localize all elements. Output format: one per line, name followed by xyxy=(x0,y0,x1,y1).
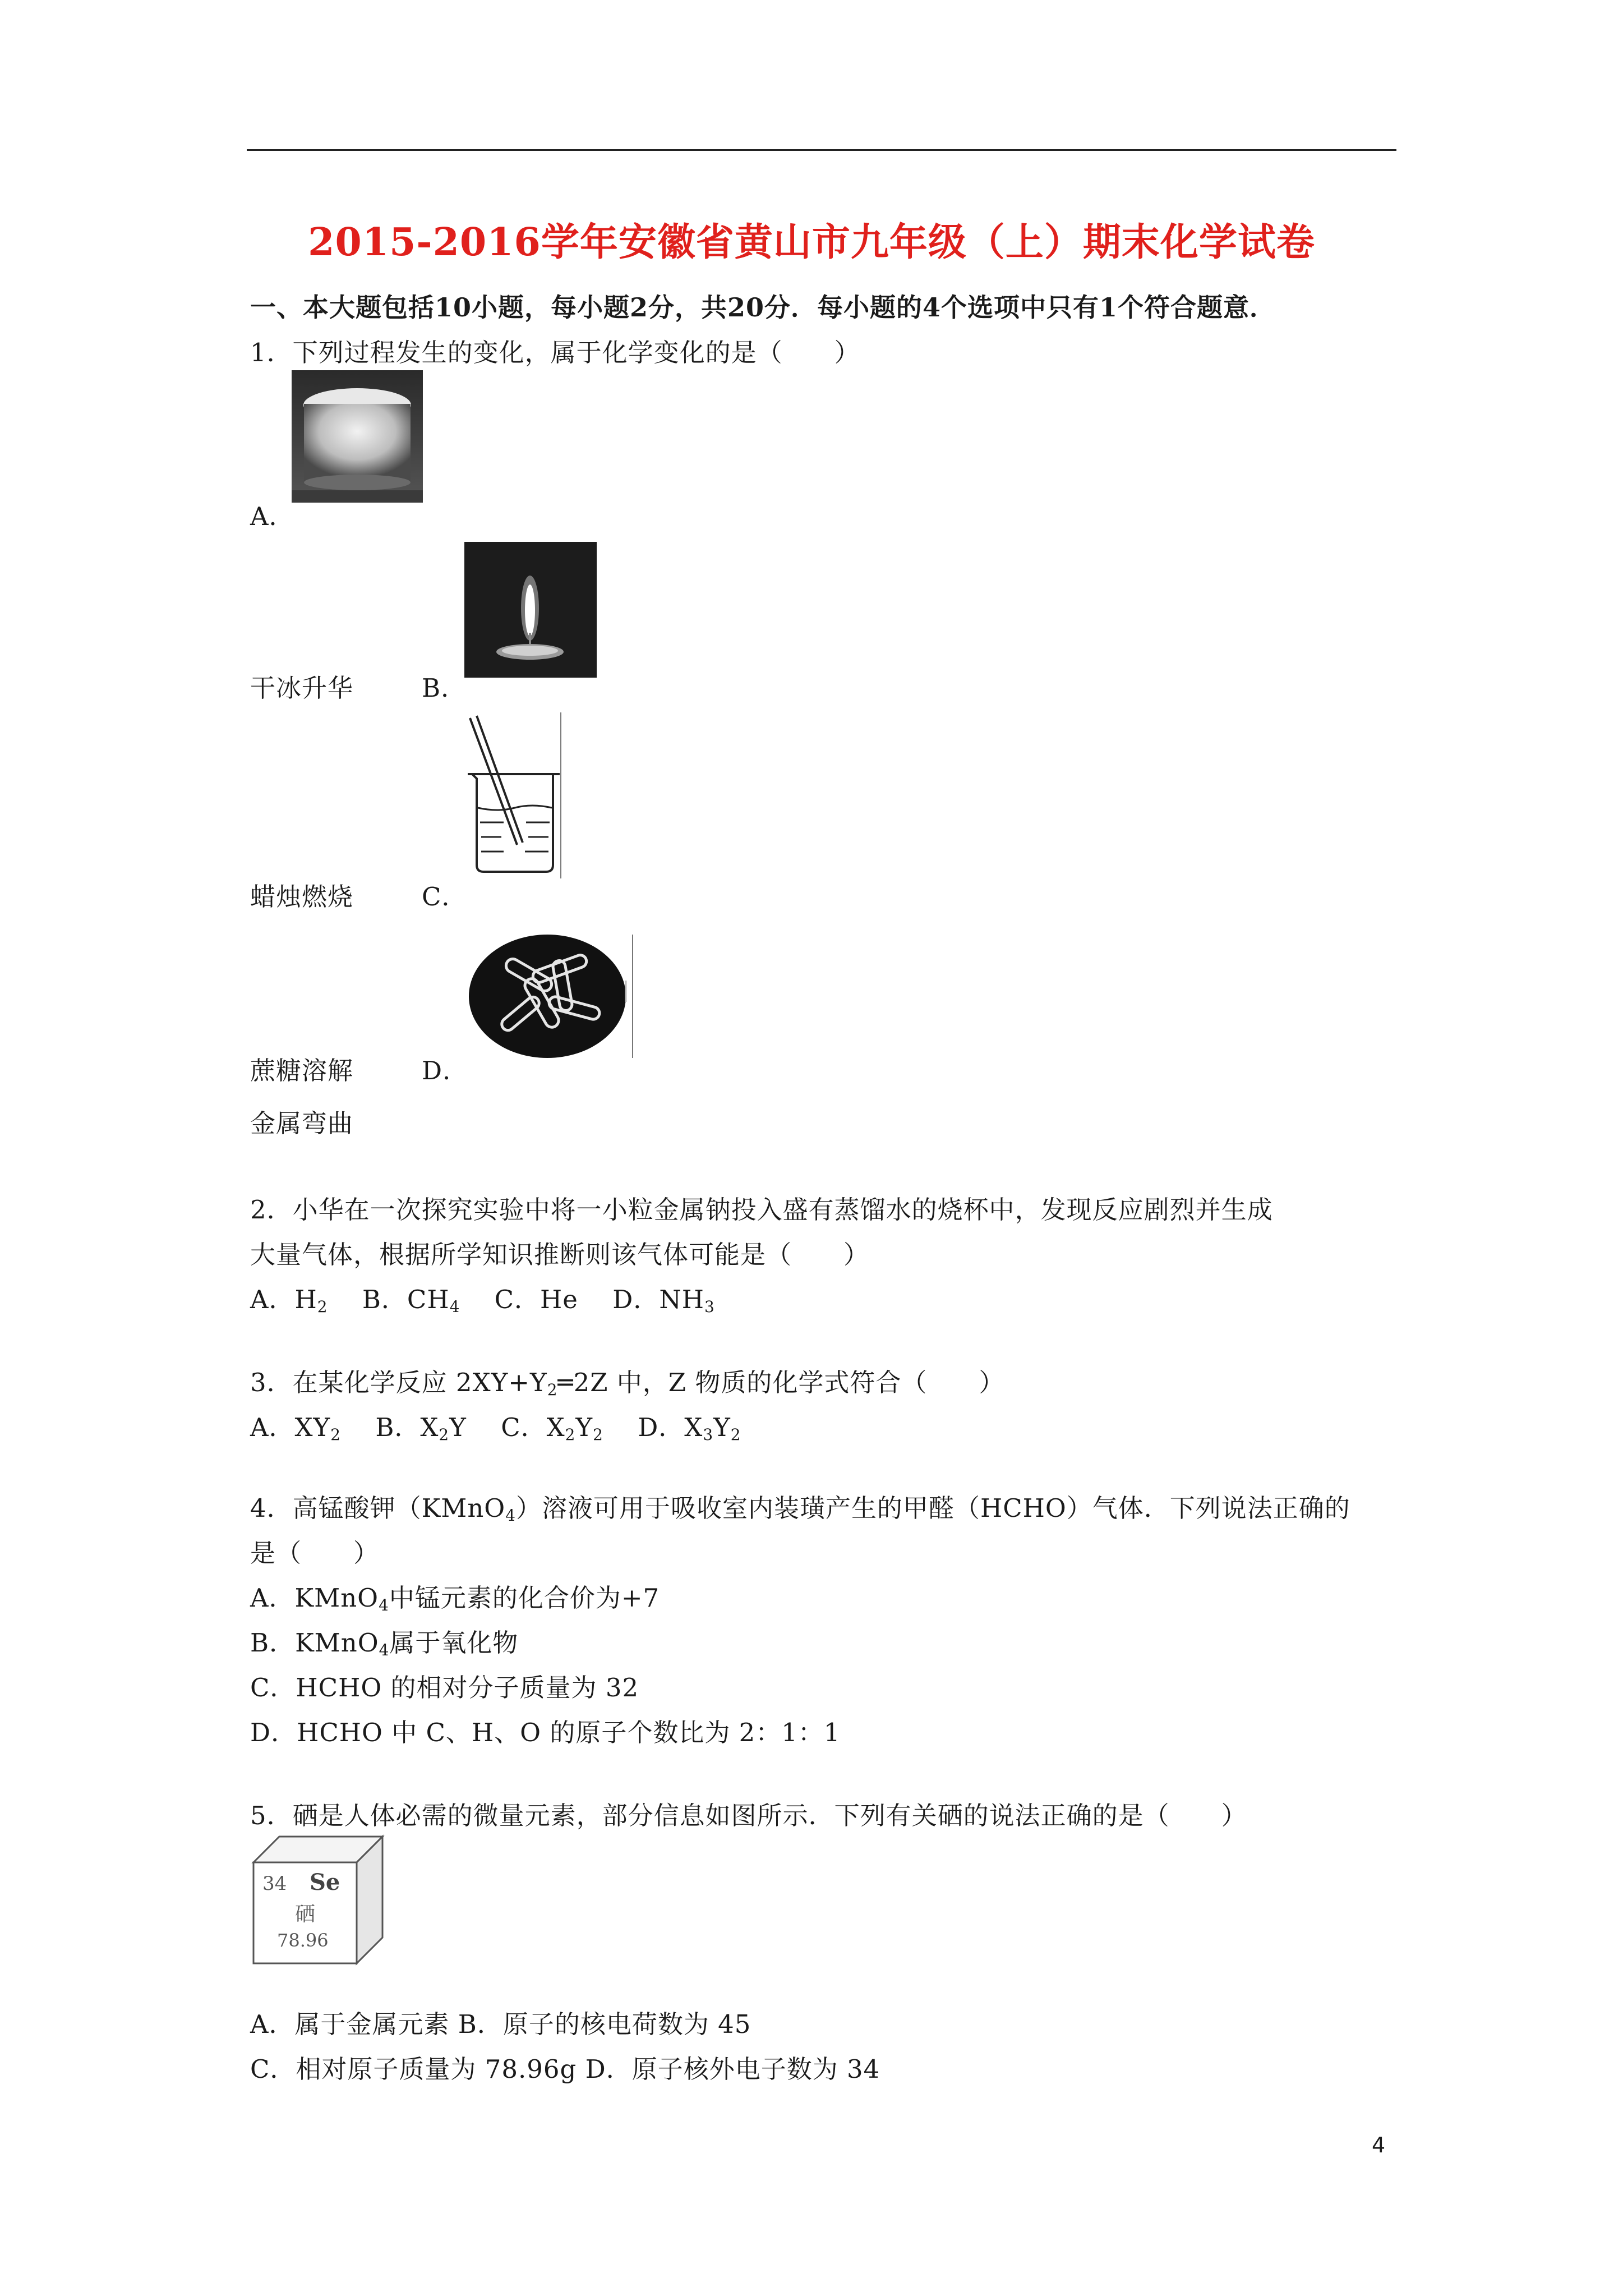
q1-option-a-label: A． xyxy=(250,501,295,531)
metal-clips-image xyxy=(464,929,637,1064)
q2-option-c: C．He xyxy=(494,1285,578,1314)
q1-caption-a: 干冰升华 xyxy=(250,673,354,703)
q4-stem-line1: 4．高锰酸钾（KMnO$_4$）溶液可用于吸收室内装璜产生的甲醛（HCHO）气体．下列说法正确的 xyxy=(250,1493,1350,1525)
dry-ice-image xyxy=(292,370,423,503)
q1-caption-c: 蔗糖溶解 xyxy=(250,1056,354,1085)
selenium-element-tile xyxy=(250,1833,385,1966)
section-heading: 一、本大题包括10小题，每小题2分，共20分．每小题的4个选项中只有1个符合题意． xyxy=(250,292,1276,323)
q1-option-c-label: C． xyxy=(422,882,468,912)
q3-stem: 3．在某化学反应 $2XY+Y_2═2Z$ 中，Z 物质的化学式符合（ ） xyxy=(250,1368,1005,1399)
element-name: 硒 xyxy=(295,1903,316,1926)
q3-option-a: A．$XY_2$ xyxy=(250,1412,341,1444)
header-rule xyxy=(247,149,1396,151)
q5-options-line1: A．属于金属元素 B．原子的核电荷数为 45 xyxy=(250,2009,751,2039)
element-atomic-mass: 78.96 xyxy=(277,1930,329,1951)
q1-stem: 1．下列过程发生的变化，属于化学变化的是（ ） xyxy=(250,338,860,367)
q3-option-b: B．$X_2Y$ xyxy=(375,1412,467,1444)
q2-option-d: D．$NH_3$ xyxy=(612,1285,715,1316)
q3-options xyxy=(250,1407,741,1443)
q4-option-a: A．KMnO$_4$中锰元素的化合价为+7 xyxy=(250,1583,660,1614)
element-symbol: Se xyxy=(310,1869,340,1895)
q1-caption-d: 金属弯曲 xyxy=(250,1108,354,1138)
q4-option-b: B．KMnO$_4$属于氧化物 xyxy=(250,1628,519,1659)
q4-option-d: D．HCHO 中 C、H、O 的原子个数比为 2：1：1 xyxy=(250,1718,841,1747)
q1-option-d-label: D． xyxy=(422,1056,469,1085)
q4-option-c: C．HCHO 的相对分子质量为 32 xyxy=(250,1673,639,1703)
q1-option-b-label: B． xyxy=(422,673,467,703)
candle-image xyxy=(464,542,597,678)
q5-options-line2: C．相对原子质量为 78.96g D．原子核外电子数为 34 xyxy=(250,2054,880,2084)
q5-stem: 5．硒是人体必需的微量元素，部分信息如图所示．下列有关硒的说法正确的是（ ） xyxy=(250,1801,1247,1830)
q2-option-a: A．$H_2$ xyxy=(250,1285,328,1316)
q2-stem-line1: 2．小华在一次探究实验中将一小粒金属钠投入盛有蒸馏水的烧杯中，发现反应剧烈并生成 xyxy=(250,1195,1273,1225)
beaker-image xyxy=(464,712,564,878)
q2-options xyxy=(250,1279,715,1315)
q2-stem-line2: 大量气体，根据所学知识推断则该气体可能是（ ） xyxy=(250,1240,870,1269)
page-number: 4 xyxy=(1372,2133,1386,2157)
q3-option-d: D．$X_3Y_2$ xyxy=(638,1412,741,1444)
q2-option-b: B．$CH_4$ xyxy=(362,1285,460,1316)
q3-option-c: C．$X_2Y_2$ xyxy=(501,1412,603,1444)
q4-stem-line2: 是（ ） xyxy=(250,1538,380,1568)
q1-caption-b: 蜡烛燃烧 xyxy=(250,882,354,912)
element-atomic-number: 34 xyxy=(262,1872,287,1895)
exam-title: 2015-2016学年安徽省黄山市九年级（上）期末化学试卷 xyxy=(308,220,1315,265)
